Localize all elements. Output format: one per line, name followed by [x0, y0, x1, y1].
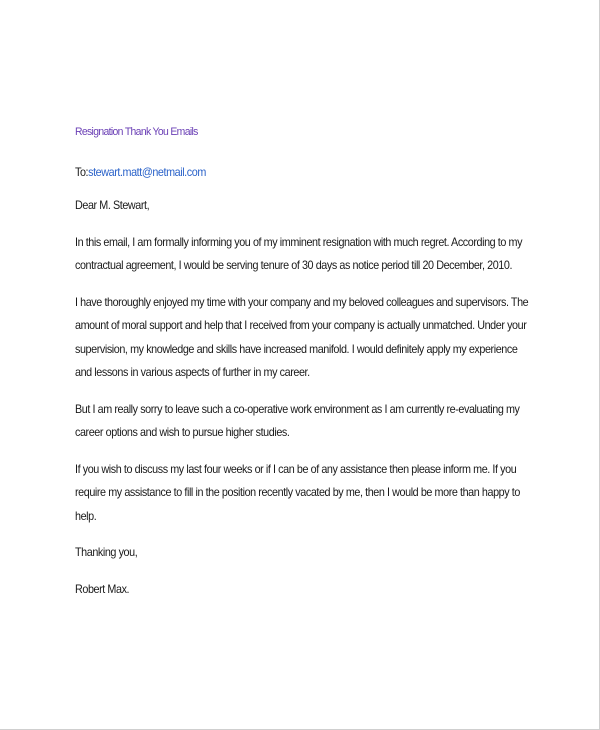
document-title: Resignation Thank You Emails: [75, 126, 198, 138]
letter-body: [75, 124, 535, 614]
recipient-line: [75, 165, 535, 181]
to-label: To:: [75, 166, 89, 179]
paragraph-resignation-notice: In this email, I am formally informing you of my imminent resignation with much regret. According to my contractual agreement, I would be serving tenure of 30 days as notice period till 20 December, 2010.: [75, 235, 523, 272]
signature: Robert Max.: [75, 582, 130, 596]
salutation: Dear M. Stewart,: [75, 199, 150, 212]
recipient-email[interactable]: stewart.matt@netmail.com: [88, 166, 206, 179]
paragraph-gratitude: I have thoroughly enjoyed my time with your company and my beloved colleagues and supervisors. The amount of moral support and help that I received from your company is actually unmatched. Under your supervision, my knowledge and skills have increased manifold. I would definitely apply my experience and lessons in various aspects of further in my career.: [75, 295, 529, 379]
paragraph-assistance: If you wish to discuss my last four weeks or if I can be of any assistance then please inform me. If you require my assistance to fill in the position recently vacated by me, then I would be more than happy to help.: [75, 462, 520, 523]
paragraph-reason: But I am really sorry to leave such a co-operative work environment as I am currently re-evaluating my career options and wish to pursue higher studies.: [75, 402, 520, 439]
closing: Thanking you,: [75, 546, 138, 559]
